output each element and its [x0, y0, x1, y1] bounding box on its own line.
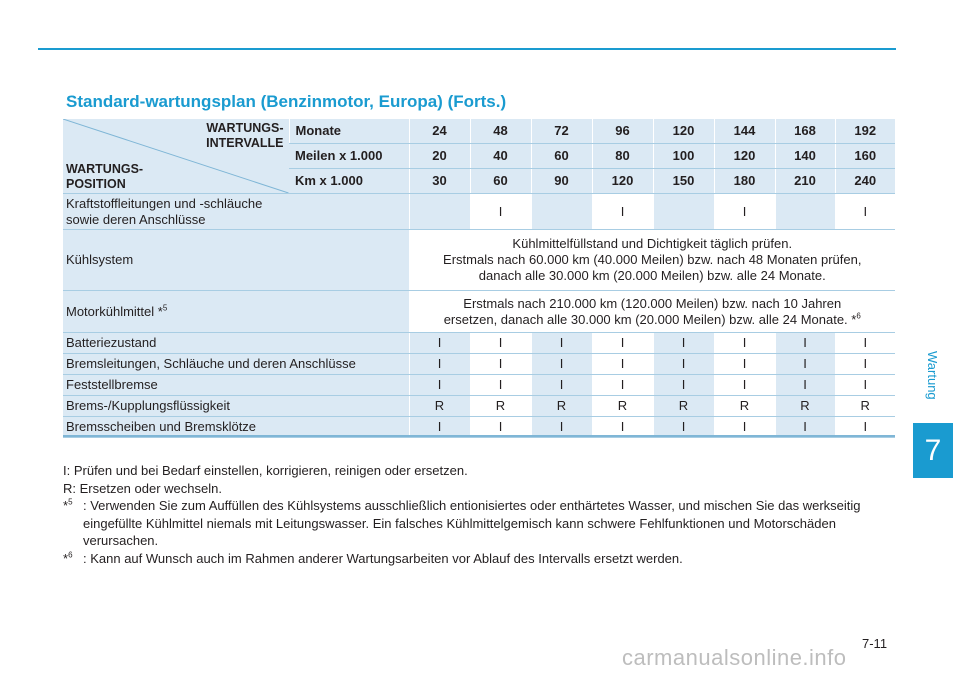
table-row-kraftstoff: [63, 194, 895, 230]
header-value: 192: [835, 119, 895, 144]
header-value: 144: [714, 119, 775, 144]
table-row-kuehlsystem: [63, 230, 895, 291]
footnote-6-mark: [63, 550, 83, 568]
interval-cell: I: [653, 354, 714, 375]
interval-cell: I: [409, 354, 470, 375]
interval-cell: I: [775, 375, 835, 396]
motorkuehlmittel-note-line2: ersetzen, danach alle 30.000 km (20.000 Meilen) bzw. alle 24 Monate. *: [443, 311, 857, 327]
table-bottom-rule: [63, 435, 895, 437]
interval-cell: R: [592, 396, 653, 417]
header-row-monate: [63, 119, 895, 144]
header-label-monate: Monate: [289, 119, 409, 144]
interval-cell: I: [470, 333, 531, 354]
interval-cell: I: [409, 417, 470, 438]
header-value: 30: [409, 169, 470, 194]
footnote-asterisk: *: [63, 498, 69, 513]
header-value: 24: [409, 119, 470, 144]
header-value: 48: [470, 119, 531, 144]
header-value: 210: [775, 169, 835, 194]
header-value: 60: [531, 144, 592, 169]
header-value: 120: [592, 169, 653, 194]
header-value: 150: [653, 169, 714, 194]
interval-cell: I: [653, 333, 714, 354]
header-value: 20: [409, 144, 470, 169]
interval-cell: I: [653, 417, 714, 438]
header-value: 160: [835, 144, 895, 169]
maintenance-table: [63, 119, 895, 438]
item-kraftstoff: [63, 194, 409, 230]
footnote-6: [63, 550, 893, 568]
interval-cell: R: [531, 396, 592, 417]
interval-cell: R: [714, 396, 775, 417]
footnote-number: 5: [68, 497, 73, 507]
footnote-5-text: : Verwenden Sie zum Auffüllen des Kühlsystems ausschließlich entionisiertes oder enthärtetes Wasser, und mischen Sie das werkseitig eingefüllte Kühlmittel niemals mit Leitungswasser. Ein falsches Kühlmittelgemisch kann schwere Fehlfunktionen und Motorschäden verursachen.: [83, 498, 861, 548]
motorkuehlmittel-note-line2-wrap: [414, 312, 892, 328]
watermark-text: carmanualsonline.info: [622, 645, 847, 670]
item-motorkuehlmittel: [63, 291, 409, 333]
interval-cell: [775, 194, 835, 230]
page-title: Standard-wartungsplan (Benzinmotor, Europa) (Forts.): [66, 92, 507, 111]
interval-cell: I: [409, 375, 470, 396]
interval-cell: R: [835, 396, 895, 417]
table-corner-cell: [63, 119, 289, 194]
header-value: 90: [531, 169, 592, 194]
table-row-feststellbremse: [63, 375, 895, 396]
item-kraftstoff-line1: Kraftstoffleitungen und -schläuche: [66, 195, 263, 211]
interval-cell: I: [714, 375, 775, 396]
footnote-5: [63, 497, 893, 550]
position-label-line1: WARTUNGS-: [66, 162, 144, 176]
header-value: 168: [775, 119, 835, 144]
footnote-asterisk: *: [63, 550, 69, 566]
header-value: 80: [592, 144, 653, 169]
table-row-bremsleitungen: [63, 354, 895, 375]
kuehlsystem-note: [409, 230, 895, 291]
interval-cell: R: [775, 396, 835, 417]
interval-cell: [653, 194, 714, 230]
kuehlsystem-note-line3: danach alle 30.000 km (20.000 Meilen) bzw. alle 24 Monate.: [478, 268, 826, 283]
interval-cell: I: [835, 417, 895, 438]
header-value: 100: [653, 144, 714, 169]
header-label-meilen: Meilen x 1.000: [289, 144, 409, 169]
kuehlsystem-note-line2: Erstmals nach 60.000 km (40.000 Meilen) bzw. nach 48 Monaten prüfen,: [443, 252, 862, 267]
table-row-bremsfluessigkeit: [63, 396, 895, 417]
interval-cell: I: [470, 375, 531, 396]
item-motorkuehlmittel-label: Motorkühlmittel *: [66, 303, 163, 319]
header-value: 140: [775, 144, 835, 169]
interval-cell: I: [592, 417, 653, 438]
interval-cell: I: [470, 417, 531, 438]
item-kraftstoff-line2: sowie deren Anschlüsse: [66, 211, 206, 227]
header-label-km: Km x 1.000: [289, 169, 409, 194]
interval-cell: I: [531, 417, 592, 438]
item-bremsscheiben: Bremsscheiben und Bremsklötze: [63, 417, 409, 438]
interval-cell: [409, 194, 470, 230]
item-bremsleitungen: Bremsleitungen, Schläuche und deren Anschlüsse: [63, 354, 409, 375]
interval-cell: I: [775, 417, 835, 438]
interval-cell: I: [835, 194, 895, 230]
item-kuehlsystem: Kühlsystem: [63, 230, 409, 291]
interval-cell: R: [653, 396, 714, 417]
legend: [63, 462, 893, 567]
interval-cell: I: [531, 375, 592, 396]
intervals-label: [206, 121, 283, 151]
top-rule: [38, 48, 896, 50]
interval-cell: I: [470, 354, 531, 375]
interval-cell: I: [592, 194, 653, 230]
header-value: 120: [653, 119, 714, 144]
interval-cell: I: [714, 354, 775, 375]
header-value: 60: [470, 169, 531, 194]
header-value: 120: [714, 144, 775, 169]
legend-replace: R: Ersetzen oder wechseln.: [63, 480, 222, 496]
kuehlsystem-note-line1: Kühlmittelfüllstand und Dichtigkeit täglich prüfen.: [512, 236, 793, 251]
legend-inspect: I: Prüfen und bei Bedarf einstellen, korrigieren, reinigen oder ersetzen.: [63, 463, 468, 478]
interval-cell: I: [775, 333, 835, 354]
footnote-ref: 6: [856, 311, 861, 321]
footnote-5-mark: [63, 497, 83, 550]
footnote-ref: 5: [162, 303, 168, 313]
chapter-tab-number: 7: [913, 423, 953, 478]
interval-cell: I: [409, 333, 470, 354]
chapter-tab-label: Wartung: [925, 350, 940, 400]
header-value: 240: [835, 169, 895, 194]
interval-cell: I: [653, 375, 714, 396]
intervals-label-line1: WARTUNGS-: [206, 121, 284, 135]
item-bremsfluessigkeit: Brems-/Kupplungsflüssigkeit: [63, 396, 409, 417]
interval-cell: I: [775, 354, 835, 375]
motorkuehlmittel-note: [409, 291, 895, 333]
interval-cell: I: [835, 333, 895, 354]
table-row-batterie: [63, 333, 895, 354]
header-value: 180: [714, 169, 775, 194]
interval-cell: I: [714, 333, 775, 354]
table-row-motorkuehlmittel: [63, 291, 895, 333]
header-value: 40: [470, 144, 531, 169]
interval-cell: I: [592, 354, 653, 375]
page-number: 7-11: [862, 636, 888, 651]
interval-cell: I: [714, 194, 775, 230]
footnote-number: 6: [68, 550, 73, 560]
interval-cell: R: [470, 396, 531, 417]
position-label-line2: POSITION: [66, 177, 126, 191]
item-batterie: Batteriezustand: [63, 333, 409, 354]
interval-cell: I: [470, 194, 531, 230]
interval-cell: I: [531, 333, 592, 354]
motorkuehlmittel-note-line1: Erstmals nach 210.000 km (120.000 Meilen) bzw. nach 10 Jahren: [463, 295, 842, 311]
item-feststellbremse: Feststellbremse: [63, 375, 409, 396]
position-label: [66, 162, 143, 192]
interval-cell: R: [409, 396, 470, 417]
header-value: 72: [531, 119, 592, 144]
interval-cell: I: [835, 375, 895, 396]
intervals-label-line2: INTERVALLE: [206, 136, 284, 150]
interval-cell: I: [592, 375, 653, 396]
interval-cell: I: [592, 333, 653, 354]
interval-cell: I: [714, 417, 775, 438]
interval-cell: I: [531, 354, 592, 375]
footnote-6-text: : Kann auf Wunsch auch im Rahmen anderer Wartungsarbeiten vor Ablauf des Intervalls ersetzt werden.: [83, 550, 683, 566]
header-value: 96: [592, 119, 653, 144]
interval-cell: [531, 194, 592, 230]
interval-cell: I: [835, 354, 895, 375]
